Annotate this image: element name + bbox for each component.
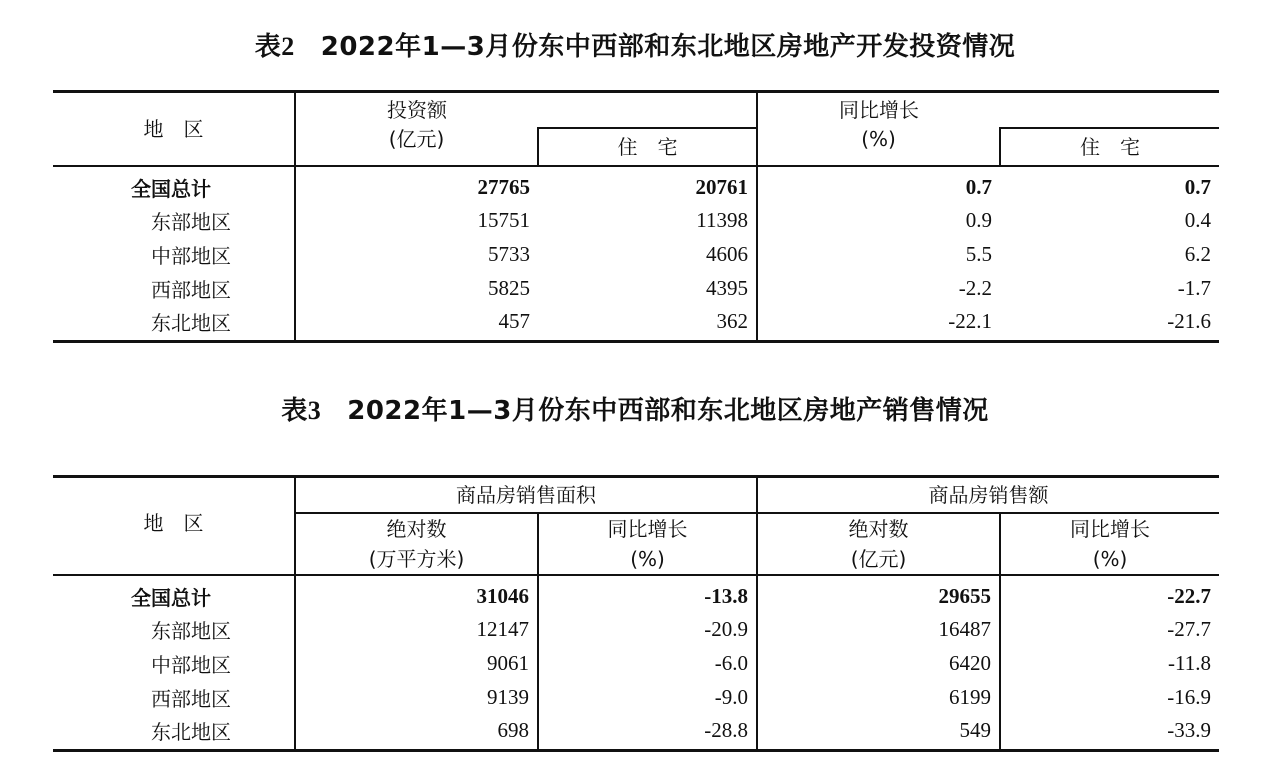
growth-residential-cell: 0.4: [1184, 208, 1211, 232]
table2-header-residential: 住 宅: [538, 128, 757, 166]
growth-cell: -22.1: [757, 306, 1000, 342]
table-row: [53, 166, 1219, 204]
area-growth-cell: -6.0: [538, 647, 757, 681]
region-cell: 东部地区: [151, 210, 231, 234]
table2-title: [0, 26, 1270, 63]
amount-growth-cell: -16.9: [1000, 681, 1219, 715]
table3-title-label: 表3: [281, 396, 322, 425]
table-row: [53, 715, 1219, 751]
amount-cell: 29655: [757, 575, 1000, 613]
header-unit: (亿元): [850, 546, 907, 571]
amount-growth-cell: -33.9: [1000, 715, 1219, 751]
table2-header-investment: 投资额: [295, 92, 538, 128]
growth-residential-cell: -21.6: [1167, 309, 1211, 334]
table2-header-growth: 同比增长: [757, 92, 1000, 128]
header-line: 同比增长: [607, 516, 688, 541]
residential-cell: 4606: [706, 242, 748, 266]
area-growth-cell: -20.9: [538, 613, 757, 647]
table2-investment: [53, 90, 1219, 343]
table3-title-text: 2022年1—3月份东中西部和东北地区房地产销售情况: [347, 396, 989, 426]
table3-header-amount-growth: [1000, 513, 1219, 575]
residential-cell: 4395: [706, 276, 748, 300]
table2-title-label: 表2: [254, 32, 295, 61]
table3-header-amount-abs: [757, 513, 1000, 575]
header-line: 绝对数: [848, 516, 909, 541]
table3-sales: [53, 475, 1219, 752]
region-cell: 西部地区: [151, 278, 231, 302]
table2-header-investment-unit: (亿元): [295, 128, 538, 166]
investment-cell: 5825: [295, 272, 538, 306]
header-unit: (%): [1092, 546, 1128, 571]
amount-growth-cell: -22.7: [1000, 575, 1219, 613]
area-cell: 31046: [295, 575, 538, 613]
header-unit: (万平方米): [368, 546, 465, 571]
area-cell: 698: [295, 715, 538, 751]
area-growth-cell: -28.8: [538, 715, 757, 751]
table2-header-region: 地 区: [53, 92, 295, 166]
residential-cell: 362: [716, 309, 748, 334]
residential-cell: 11398: [696, 208, 748, 232]
amount-growth-cell: -11.8: [1000, 647, 1219, 681]
investment-cell: 457: [295, 306, 538, 342]
area-cell: 9139: [295, 681, 538, 715]
region-cell: 全国总计: [131, 585, 211, 610]
region-cell: 西部地区: [151, 687, 231, 711]
investment-cell: 5733: [295, 238, 538, 272]
table-row: [53, 575, 1219, 613]
region-cell: 中部地区: [151, 244, 231, 268]
header-unit: (%): [630, 546, 665, 571]
amount-growth-cell: -27.7: [1000, 613, 1219, 647]
table-row: [53, 647, 1219, 681]
growth-cell: 0.7: [757, 166, 1000, 204]
table-row: [53, 238, 1219, 272]
investment-cell: 15751: [295, 204, 538, 238]
table-row: [53, 306, 1219, 342]
region-cell: 东北地区: [151, 311, 231, 336]
area-growth-cell: -9.0: [538, 681, 757, 715]
amount-cell: 549: [757, 715, 1000, 751]
area-cell: 9061: [295, 647, 538, 681]
investment-cell: 27765: [295, 166, 538, 204]
table-row: [53, 272, 1219, 306]
table2-header-growth-residential: 住 宅: [1000, 128, 1219, 166]
growth-cell: -2.2: [757, 272, 1000, 306]
growth-cell: 0.9: [757, 204, 1000, 238]
table-row: [53, 681, 1219, 715]
region-cell: 中部地区: [151, 653, 231, 677]
region-cell: 全国总计: [131, 176, 211, 201]
amount-cell: 6420: [757, 647, 1000, 681]
growth-residential-cell: 6.2: [1184, 242, 1211, 266]
amount-cell: 16487: [757, 613, 1000, 647]
growth-residential-cell: 0.7: [1184, 174, 1211, 199]
residential-cell: 20761: [695, 174, 748, 199]
table3-header-area-growth: [538, 513, 757, 575]
area-growth-cell: -13.8: [538, 575, 757, 613]
amount-cell: 6199: [757, 681, 1000, 715]
table3-title: [0, 390, 1270, 427]
region-cell: 东北地区: [151, 720, 231, 745]
table2-header-growth-unit: (%): [757, 128, 1000, 166]
header-line: 绝对数: [386, 516, 447, 541]
region-cell: 东部地区: [151, 619, 231, 643]
header-line: 同比增长: [1070, 516, 1150, 541]
growth-cell: 5.5: [757, 238, 1000, 272]
table3-header-amount-group: 商品房销售额: [757, 477, 1219, 513]
table3-header-area-group: 商品房销售面积: [295, 477, 757, 513]
table3-header-area-abs: [295, 513, 538, 575]
table-row: [53, 613, 1219, 647]
growth-residential-cell: -1.7: [1177, 276, 1211, 300]
table-row: [53, 204, 1219, 238]
area-cell: 12147: [295, 613, 538, 647]
table2-title-text: 2022年1—3月份东中西部和东北地区房地产开发投资情况: [320, 32, 1016, 62]
table3-header-region: 地 区: [53, 477, 295, 575]
